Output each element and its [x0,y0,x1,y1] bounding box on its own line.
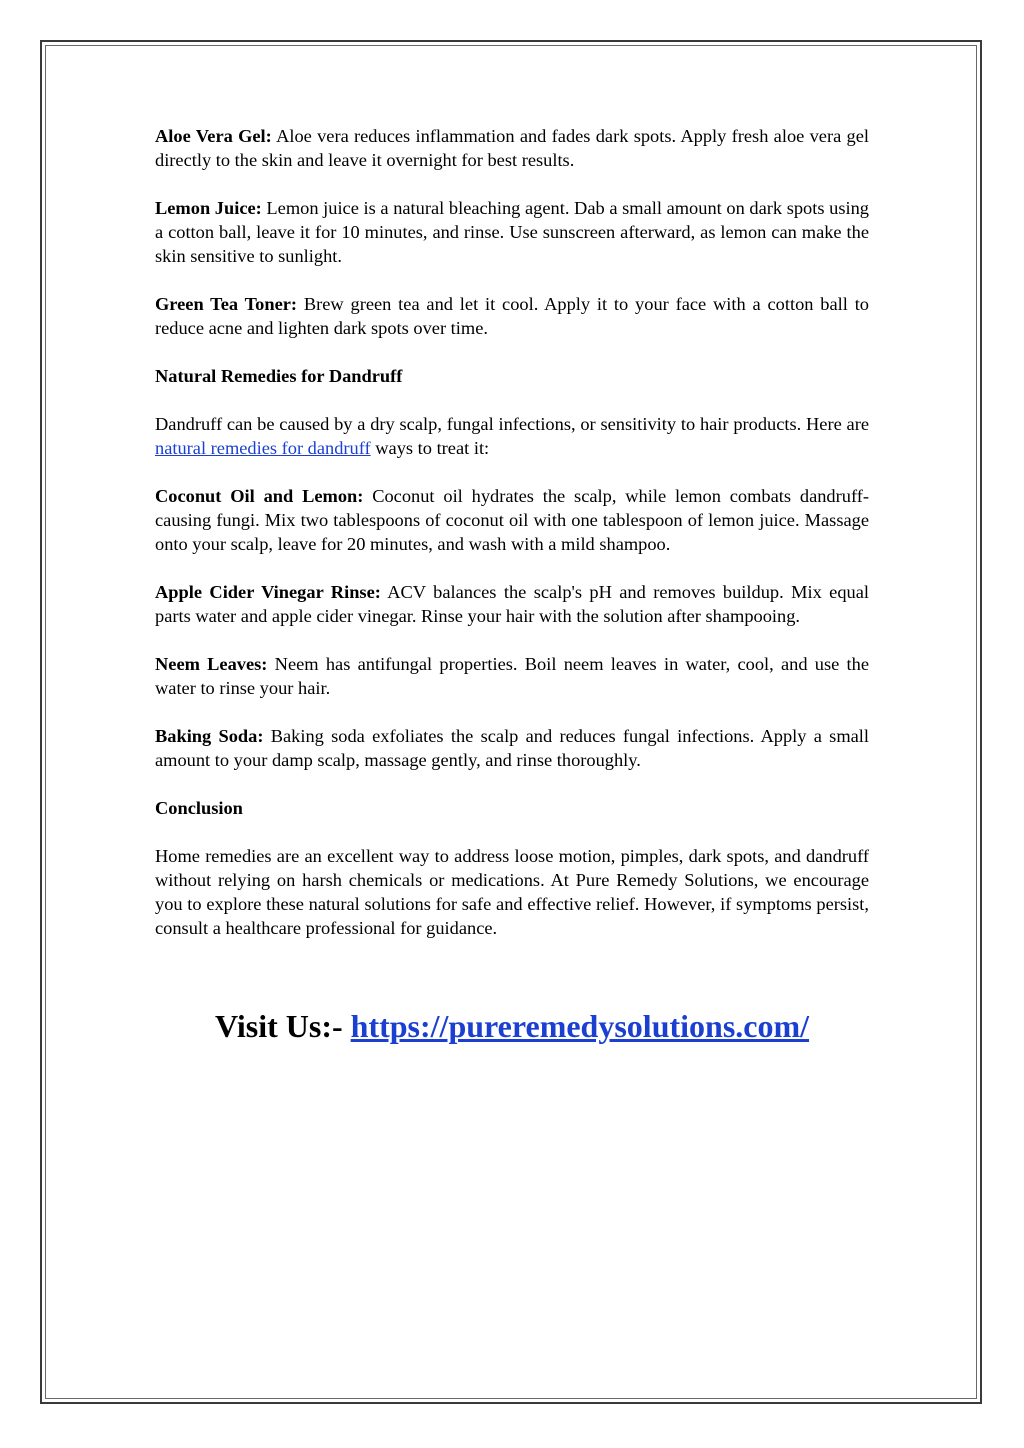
paragraph-baking-soda [155,724,869,772]
visit-us-label: Visit Us:- [214,1008,351,1044]
paragraph-lemon-juice [155,196,869,268]
paragraph-text: Aloe vera reduces inflammation and fades dark spots. Apply fresh aloe vera gel directly to the skin and leave it overnight for best results. [155,126,869,170]
paragraph-dandruff-intro [155,412,869,460]
section-heading-dandruff: Natural Remedies for Dandruff [155,366,403,386]
paragraph-aloe-vera [155,124,869,172]
paragraph-lead: Apple Cider Vinegar Rinse: [155,582,381,602]
paragraph-lead: Neem Leaves: [155,654,268,674]
dandruff-remedies-link[interactable]: natural remedies for dandruff [155,438,371,458]
paragraph-text: ACV balances the scalp's pH and removes buildup. Mix equal parts water and apple cider vinegar. Rinse your hair with the solution after shampooing. [155,582,869,626]
paragraph-lead: Aloe Vera Gel: [155,126,272,146]
paragraph-apple-cider-vinegar [155,580,869,628]
paragraph-lead: Lemon Juice: [155,198,262,218]
paragraph-neem-leaves [155,652,869,700]
paragraph-text: ways to treat it: [370,438,490,458]
paragraph-text: Dandruff can be caused by a dry scalp, fungal infections, or sensitivity to hair products. Here are [155,414,869,434]
paragraph-lead: Green Tea Toner: [155,294,298,314]
document-body [155,124,869,964]
paragraph-text: Brew green tea and let it cool. Apply it to your face with a cotton ball to reduce acne and lighten dark spots over time. [155,294,869,338]
visit-us-line [0,1006,1024,1046]
paragraph-text: Coconut oil hydrates the scalp, while lemon combats dandruff-causing fungi. Mix two tablespoons of coconut oil with one tablespoon of lemon juice. Massage onto your scalp, leave for 20 minutes, and wash with a mild shampoo. [155,486,869,554]
paragraph-lead: Coconut Oil and Lemon: [155,486,364,506]
section-heading-conclusion: Conclusion [155,798,243,818]
paragraph-text: Neem has antifungal properties. Boil neem leaves in water, cool, and use the water to rinse your hair. [155,654,869,698]
paragraph-text: Lemon juice is a natural bleaching agent. Dab a small amount on dark spots using a cotton ball, leave it for 10 minutes, and rinse. Use sunscreen afterward, as lemon can make the skin sensitive to sunlight. [155,198,869,266]
paragraph-lead: Baking Soda: [155,726,264,746]
website-link[interactable]: https://pureremedysolutions.com/ [350,1008,810,1044]
paragraph-coconut-oil [155,484,869,556]
paragraph-conclusion: Home remedies are an excellent way to address loose motion, pimples, dark spots, and dandruff without relying on harsh chemicals or medications. At Pure Remedy Solutions, we encourage you to explore these natural solutions for safe and effective relief. However, if symptoms persist, consult a healthcare professional for guidance. [155,846,869,938]
paragraph-green-tea [155,292,869,340]
paragraph-text: Baking soda exfoliates the scalp and reduces fungal infections. Apply a small amount to your damp scalp, massage gently, and rinse thoroughly. [155,726,870,770]
